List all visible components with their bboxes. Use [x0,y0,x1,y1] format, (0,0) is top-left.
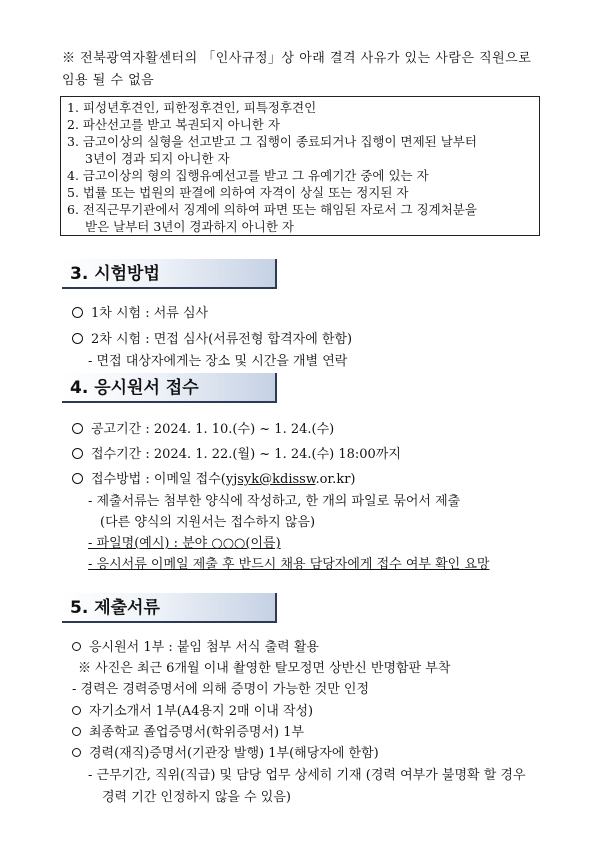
notice-period-text: 공고기간 : 2024. 1. 10.(수) ~ 1. 24.(수) [91,422,335,437]
photo-note: ※ 사진은 최근 6개월 이내 촬영한 탈모정면 상반신 반명함판 부착 [78,661,451,676]
doc-graduation-text: 최종학교 졸업증명서(학위증명서) 1부 [89,725,305,740]
circle-bullet-icon [72,473,83,484]
list-item: 1. 피성년후견인, 피한정후견인, 피특정후견인 [67,100,317,115]
email-link[interactable]: yjsyk@kdissw [225,472,316,487]
list-item: 4. 금고이상의 형의 집행유예선고를 받고 그 유예기간 중에 있는 자 [67,168,429,183]
doc-self-intro-text: 자기소개서 1부(A4용지 2매 이내 작성) [89,704,314,719]
circle-bullet-icon [72,307,83,318]
career-note: - 경력은 경력증명서에 의해 증명이 가능한 것만 인정 [72,682,370,697]
circle-bullet-icon [72,423,83,434]
disqualification-list [60,96,540,236]
receipt-period-text: 접수기간 : 2024. 1. 22.(월) ~ 1. 24.(수) 18:00까지 [91,447,401,462]
doc-career-text: 경력(재직)증명서(기관장 발행) 1부(해당자에 한함) [89,746,379,761]
confirm-note: - 응시서류 이메일 제출 후 반드시 채용 담당자에게 접수 여부 확인 요망 [88,557,490,572]
receipt-method-suffix: .or.kr) [315,472,356,487]
submission-note: - 제출서류는 첨부한 양식에 작성하고, 한 개의 파일로 묶어서 제출 [88,494,461,509]
list-item: 3. 금고이상의 실형을 선고받고 그 집행이 종료되거나 집행이 면제된 날부터 [67,134,477,149]
submission-note-2: (다른 양식의 지원서는 접수하지 않음) [100,515,316,530]
disqualification-notice [62,48,552,92]
doc-graduation [72,721,304,740]
filename-example: - 파일명(예시) : 분야 ○○○(이름) [88,536,281,551]
exam-step-2-text: 2차 시험 : 면접 심사(서류전형 합격자에 한함) [91,332,353,347]
notice-period [72,418,334,437]
section-3-heading: 3. 시험방법 [62,259,277,289]
notice-line-1: ※ 전북광역자활센터의 「인사규정」상 아래 결격 사유가 있는 사람은 직원으로 [62,51,532,66]
list-item: 3년이 경과 되지 아니한 자 [85,151,230,166]
exam-step-1 [72,302,208,321]
section-5-heading: 5. 제출서류 [62,593,277,623]
receipt-period [72,443,401,462]
interview-note: - 면접 대상자에게는 장소 및 시간을 개별 연락 [88,354,348,369]
list-item: 2. 파산선고를 받고 복권되지 아니한 자 [67,117,280,132]
doc-application [72,636,319,655]
career-detail-note-2: 경력 기간 인정하지 않을 수 있음) [102,790,291,805]
notice-line-2: 임용 될 수 없음 [62,73,155,88]
circle-bullet-icon [72,727,81,736]
doc-self-intro [72,700,313,719]
circle-bullet-icon [72,448,83,459]
section-4-heading: 4. 응시원서 접수 [62,373,277,403]
exam-step-2 [72,328,352,347]
doc-application-text: 응시원서 1부 : 붙임 첨부 서식 출력 활용 [89,640,319,655]
circle-bullet-icon [72,706,81,715]
receipt-method-text: 접수방법 : 이메일 접수( [91,472,226,487]
exam-step-1-text: 1차 시험 : 서류 심사 [91,306,209,321]
circle-bullet-icon [72,333,83,344]
circle-bullet-icon [72,748,81,757]
doc-career [72,742,379,761]
career-detail-note: - 근무기간, 직위(직급) 및 담당 업무 상세히 기재 (경력 여부가 불명확 할 경우 [88,768,526,783]
list-item: 6. 전직근무기관에서 징계에 의하여 파면 또는 해임된 자로서 그 징계처분을 [67,202,477,217]
circle-bullet-icon [72,642,81,651]
list-item: 받은 날부터 3년이 경과하지 아니한 자 [85,219,294,234]
list-item: 5. 법률 또는 법원의 판결에 의하여 자격이 상실 또는 정지된 자 [67,185,409,200]
receipt-method [72,468,355,487]
